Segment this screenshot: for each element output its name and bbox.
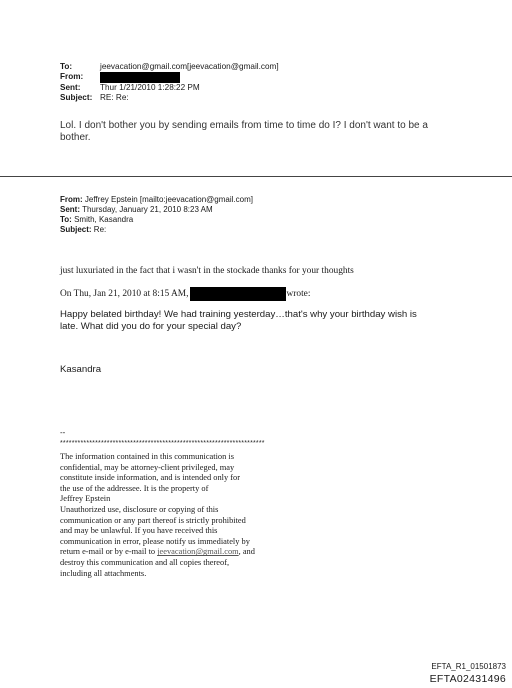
disclaimer-line: constitute inside information, and is intended only for [60, 473, 241, 483]
disclaimer-line: the use of the addressee. It is the property of [60, 483, 209, 493]
confidentiality-disclaimer [60, 452, 255, 579]
from-value-2: Jeffrey Epstein [mailto:jeevacation@gmail.com] [84, 195, 253, 204]
sent-value-2: Thursday, January 21, 2010 8:23 AM [82, 205, 213, 214]
reply-line: just luxuriated in the fact that i wasn't in the stockade thanks for your thoughts [60, 266, 354, 276]
to-label: To: [60, 62, 73, 71]
disclaimer-line: and may be unlawful. If you have received this [60, 526, 218, 536]
to-value-2: Smith, Kasandra [74, 215, 134, 224]
subject-label: Subject: [60, 93, 93, 102]
first-body-line-2: bother. [60, 132, 91, 143]
disclaimer-line: destroy this communication and all copies thereof, [60, 557, 230, 567]
subject-row-2 [60, 225, 253, 235]
disclaimer-line: The information contained in this communication is [60, 452, 234, 461]
sent-row-2 [60, 205, 253, 215]
stars-divider: ********************************************************************** [60, 440, 265, 447]
second-email-header [60, 195, 253, 235]
quoted-line-1: Happy belated birthday! We had training yesterday…that's why your birthday wish is [60, 309, 417, 320]
to-row-2 [60, 215, 253, 225]
disclaimer-line [60, 547, 255, 558]
sent-label: Sent: [60, 83, 81, 92]
quoted-line-2: late. What did you do for your special day? [60, 321, 242, 332]
quote-prefix: On Thu, Jan 21, 2010 at 8:15 AM, [60, 289, 189, 300]
email-link[interactable]: jeevacation@gmail.com [157, 547, 239, 557]
from-label-2: From: [60, 195, 83, 204]
disclaimer-line: confidential, may be attorney-client privileged, may [60, 462, 235, 472]
subject-label-2: Subject: [60, 225, 92, 234]
disclaimer-line: Jeffrey Epstein [60, 494, 111, 504]
disclaimer-line: including all attachments. [60, 568, 147, 578]
bates-code-1: EFTA_R1_01501873 [431, 662, 506, 671]
subject-row [60, 93, 279, 103]
sent-label-2: Sent: [60, 205, 80, 214]
from-row-2 [60, 195, 253, 205]
to-row [60, 62, 279, 72]
redaction-box [190, 287, 286, 301]
sent-row [60, 83, 279, 93]
first-email-header [60, 62, 279, 103]
quote-attribution [60, 287, 310, 301]
first-body-line-1: Lol. I don't bother you by sending emails from time to time do I? I don't want to be a [60, 120, 428, 131]
quote-suffix: wrote: [286, 289, 311, 300]
disclaimer-line: communication in error, please notify us immediately by [60, 536, 250, 546]
disclaimer-line: Unauthorized use, disclosure or copying of this [60, 504, 219, 514]
redaction-box [100, 72, 180, 83]
sent-value: Thur 1/21/2010 1:28:22 PM [100, 83, 200, 92]
signature-dashes: -- [60, 428, 66, 437]
from-row [60, 72, 279, 83]
signature: Kasandra [60, 364, 102, 375]
disclaimer-text: return e-mail or by e-mail to [60, 547, 158, 557]
to-label-2: To: [60, 215, 72, 224]
bates-code-2: EFTA02431496 [429, 673, 506, 685]
to-value: jeevacation@gmail.com[jeevacation@gmail.com] [100, 62, 279, 71]
from-label: From: [60, 72, 84, 81]
disclaimer-text: , and [238, 547, 255, 557]
subject-value-2: Re: [93, 225, 107, 234]
disclaimer-line: communication or any part thereof is strictly prohibited [60, 515, 246, 525]
separator-line [0, 176, 512, 177]
subject-value: RE: Re: [100, 93, 129, 102]
